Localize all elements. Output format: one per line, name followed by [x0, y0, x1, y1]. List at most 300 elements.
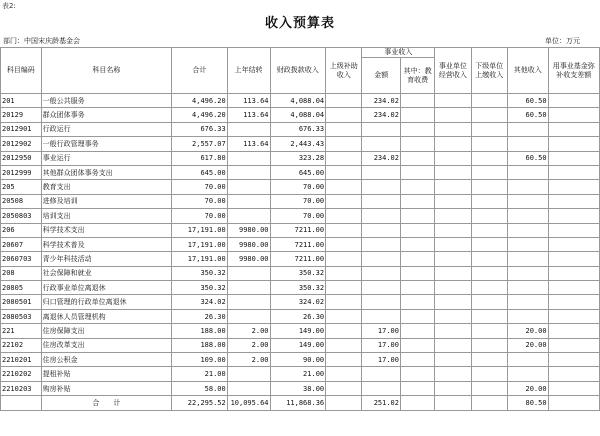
cell-fiscal: 70.00	[270, 209, 326, 223]
cell-fiscal: 350.32	[270, 281, 326, 295]
cell-fiscal: 4,088.04	[270, 94, 326, 108]
cell-business-education	[400, 367, 434, 381]
table-row	[1, 223, 600, 237]
cell-upper-subsidy	[326, 353, 362, 367]
header-name: 科目名称	[41, 48, 171, 94]
cell-reserve-fund	[548, 281, 599, 295]
header-business-amount: 金额	[362, 58, 401, 94]
cell-reserve-fund	[548, 381, 599, 395]
cell-business-education	[400, 266, 434, 280]
cell-total: 188.00	[172, 324, 228, 338]
cell-reserve-fund	[548, 338, 599, 352]
cell-other	[507, 309, 548, 323]
cell-total: 4,496.20	[172, 94, 228, 108]
cell-name: 购房补贴	[41, 381, 171, 395]
header-business-unit-ops: 事业单位经营收入	[435, 48, 471, 94]
cell-name: 教育支出	[41, 180, 171, 194]
table-row	[1, 137, 600, 151]
header-business-education: 其中：教育收费	[400, 58, 434, 94]
cell-business-unit-ops	[435, 295, 471, 309]
cell-business-amount	[362, 209, 401, 223]
header-business-income: 事业收入	[362, 48, 435, 58]
cell-business-unit-ops	[435, 151, 471, 165]
cell-business-amount: 234.02	[362, 108, 401, 122]
cell-fiscal: 38.00	[270, 381, 326, 395]
cell-code: 2012902	[1, 137, 42, 151]
header-code: 科目编码	[1, 48, 42, 94]
cell-lower-unit	[471, 180, 507, 194]
cell-total: 324.02	[172, 295, 228, 309]
cell-upper-subsidy	[326, 137, 362, 151]
cell-name: 住房改革支出	[41, 338, 171, 352]
cell-upper-subsidy	[326, 194, 362, 208]
table-row	[1, 281, 600, 295]
cell-business-education	[400, 122, 434, 136]
cell-business-amount: 234.02	[362, 151, 401, 165]
cell-name: 行政事业单位离退休	[41, 281, 171, 295]
cell-upper-subsidy	[326, 209, 362, 223]
cell-reserve-fund	[548, 194, 599, 208]
cell-business-amount: 17.00	[362, 338, 401, 352]
cell-lower-unit	[471, 295, 507, 309]
table-row	[1, 151, 600, 165]
cell-code: 2080503	[1, 309, 42, 323]
unit-label: 单位：万元	[545, 37, 580, 45]
cell-carryover	[227, 194, 270, 208]
cell-upper-subsidy	[326, 281, 362, 295]
table-row	[1, 94, 600, 108]
cell-business-education	[400, 295, 434, 309]
sheet-label: 表2:	[2, 2, 16, 10]
cell-business-education	[400, 309, 434, 323]
cell-business-education	[400, 209, 434, 223]
cell-other	[507, 209, 548, 223]
cell-business-amount	[362, 165, 401, 179]
cell-total: 17,191.00	[172, 252, 228, 266]
cell-business-unit-ops	[435, 223, 471, 237]
cell-reserve-fund	[548, 324, 599, 338]
cell-code: 2210201	[1, 353, 42, 367]
cell-name: 群众团体事务	[41, 108, 171, 122]
department-label: 部门：中国宋庆龄基金会	[3, 37, 80, 45]
cell-reserve-fund	[548, 122, 599, 136]
cell-fiscal: 323.28	[270, 151, 326, 165]
header-total: 合计	[172, 48, 228, 94]
cell-fiscal: 350.32	[270, 266, 326, 280]
cell-upper-subsidy	[326, 338, 362, 352]
cell-total: 26.30	[172, 309, 228, 323]
cell-fiscal: 21.00	[270, 367, 326, 381]
cell-total: 2,557.07	[172, 137, 228, 151]
table-row	[1, 237, 600, 251]
cell-upper-subsidy	[326, 165, 362, 179]
cell-fiscal: 324.02	[270, 295, 326, 309]
cell-reserve-fund	[548, 137, 599, 151]
table-row	[1, 381, 600, 395]
cell-other	[507, 194, 548, 208]
cell-carryover	[227, 122, 270, 136]
cell-total: 350.32	[172, 281, 228, 295]
total-reserve-fund	[548, 396, 599, 410]
cell-business-unit-ops	[435, 137, 471, 151]
cell-code: 205	[1, 180, 42, 194]
cell-name: 一般行政管理事务	[41, 137, 171, 151]
cell-reserve-fund	[548, 180, 599, 194]
cell-name: 培训支出	[41, 209, 171, 223]
cell-business-unit-ops	[435, 209, 471, 223]
cell-carryover	[227, 266, 270, 280]
cell-other	[507, 353, 548, 367]
cell-code	[1, 396, 42, 410]
cell-fiscal: 4,088.04	[270, 108, 326, 122]
cell-business-unit-ops	[435, 194, 471, 208]
cell-carryover	[227, 165, 270, 179]
cell-business-amount	[362, 137, 401, 151]
total-business-unit-ops	[435, 396, 471, 410]
cell-other	[507, 266, 548, 280]
cell-lower-unit	[471, 266, 507, 280]
cell-business-amount	[362, 252, 401, 266]
cell-fiscal: 70.00	[270, 194, 326, 208]
cell-carryover: 2.00	[227, 338, 270, 352]
cell-fiscal: 7211.00	[270, 223, 326, 237]
cell-business-amount: 17.00	[362, 324, 401, 338]
cell-name: 住房公积金	[41, 353, 171, 367]
cell-lower-unit	[471, 324, 507, 338]
cell-carryover	[227, 367, 270, 381]
cell-fiscal: 7211.00	[270, 252, 326, 266]
cell-business-education	[400, 353, 434, 367]
table-row	[1, 367, 600, 381]
cell-lower-unit	[471, 137, 507, 151]
cell-total: 58.00	[172, 381, 228, 395]
cell-business-amount	[362, 309, 401, 323]
cell-carryover	[227, 309, 270, 323]
cell-code: 2210202	[1, 367, 42, 381]
cell-lower-unit	[471, 252, 507, 266]
cell-code: 2012901	[1, 122, 42, 136]
cell-fiscal: 2,443.43	[270, 137, 326, 151]
cell-lower-unit	[471, 353, 507, 367]
cell-total: 70.00	[172, 209, 228, 223]
cell-business-education	[400, 180, 434, 194]
cell-carryover	[227, 295, 270, 309]
cell-carryover: 9980.00	[227, 252, 270, 266]
cell-name: 行政运行	[41, 122, 171, 136]
cell-other	[507, 237, 548, 251]
table-row	[1, 309, 600, 323]
cell-fiscal: 7211.00	[270, 237, 326, 251]
cell-lower-unit	[471, 309, 507, 323]
cell-business-education	[400, 137, 434, 151]
cell-other	[507, 180, 548, 194]
total-other: 80.50	[507, 396, 548, 410]
cell-business-amount: 17.00	[362, 353, 401, 367]
cell-reserve-fund	[548, 209, 599, 223]
cell-upper-subsidy	[326, 309, 362, 323]
cell-name: 进修及培训	[41, 194, 171, 208]
cell-business-education	[400, 194, 434, 208]
cell-business-education	[400, 381, 434, 395]
cell-fiscal: 90.00	[270, 353, 326, 367]
cell-reserve-fund	[548, 367, 599, 381]
cell-fiscal: 26.30	[270, 309, 326, 323]
cell-fiscal: 70.00	[270, 180, 326, 194]
header-upper-subsidy: 上级补助收入	[326, 48, 362, 94]
table-row	[1, 165, 600, 179]
table-row	[1, 353, 600, 367]
cell-business-unit-ops	[435, 338, 471, 352]
cell-reserve-fund	[548, 295, 599, 309]
cell-fiscal: 676.33	[270, 122, 326, 136]
header-fiscal: 财政拨款收入	[270, 48, 326, 94]
cell-carryover: 2.00	[227, 324, 270, 338]
cell-business-amount	[362, 295, 401, 309]
cell-business-education	[400, 252, 434, 266]
cell-carryover: 9980.00	[227, 223, 270, 237]
cell-business-unit-ops	[435, 180, 471, 194]
cell-fiscal: 645.00	[270, 165, 326, 179]
cell-other	[507, 165, 548, 179]
cell-business-unit-ops	[435, 266, 471, 280]
cell-carryover: 9980.00	[227, 237, 270, 251]
cell-other: 20.00	[507, 381, 548, 395]
cell-total: 17,191.00	[172, 223, 228, 237]
cell-business-amount	[362, 281, 401, 295]
cell-business-amount	[362, 381, 401, 395]
total-business-education	[400, 396, 434, 410]
header-lower-unit: 下级单位上缴收入	[471, 48, 507, 94]
cell-business-unit-ops	[435, 309, 471, 323]
cell-code: 2060703	[1, 252, 42, 266]
cell-reserve-fund	[548, 94, 599, 108]
cell-total: 645.00	[172, 165, 228, 179]
cell-upper-subsidy	[326, 252, 362, 266]
cell-total: 21.00	[172, 367, 228, 381]
cell-lower-unit	[471, 209, 507, 223]
cell-other: 20.00	[507, 338, 548, 352]
cell-lower-unit	[471, 223, 507, 237]
cell-name: 离退休人员管理机构	[41, 309, 171, 323]
cell-total: 70.00	[172, 180, 228, 194]
header-other: 其他收入	[507, 48, 548, 94]
cell-reserve-fund	[548, 353, 599, 367]
cell-lower-unit	[471, 367, 507, 381]
cell-code: 20607	[1, 237, 42, 251]
cell-business-amount	[362, 367, 401, 381]
cell-business-education	[400, 338, 434, 352]
cell-business-education	[400, 324, 434, 338]
cell-lower-unit	[471, 122, 507, 136]
cell-reserve-fund	[548, 309, 599, 323]
income-budget-table	[0, 47, 600, 411]
cell-business-unit-ops	[435, 381, 471, 395]
total-label: 合 计	[41, 396, 171, 410]
total-row	[1, 396, 600, 410]
cell-total: 109.00	[172, 353, 228, 367]
cell-business-education	[400, 223, 434, 237]
cell-other: 20.00	[507, 324, 548, 338]
cell-business-education	[400, 165, 434, 179]
cell-business-unit-ops	[435, 281, 471, 295]
cell-business-education	[400, 151, 434, 165]
cell-business-education	[400, 281, 434, 295]
cell-business-amount	[362, 266, 401, 280]
cell-other	[507, 223, 548, 237]
cell-lower-unit	[471, 151, 507, 165]
cell-business-unit-ops	[435, 252, 471, 266]
cell-code: 206	[1, 223, 42, 237]
cell-other	[507, 295, 548, 309]
cell-carryover: 113.64	[227, 108, 270, 122]
cell-business-amount	[362, 237, 401, 251]
cell-upper-subsidy	[326, 237, 362, 251]
cell-name: 事业运行	[41, 151, 171, 165]
page-title: 收入预算表	[264, 16, 335, 31]
cell-business-education	[400, 94, 434, 108]
cell-lower-unit	[471, 381, 507, 395]
cell-code: 2012950	[1, 151, 42, 165]
cell-reserve-fund	[548, 223, 599, 237]
cell-total: 350.32	[172, 266, 228, 280]
cell-carryover: 113.64	[227, 94, 270, 108]
cell-business-amount	[362, 194, 401, 208]
cell-reserve-fund	[548, 165, 599, 179]
cell-name: 青少年科技活动	[41, 252, 171, 266]
cell-reserve-fund	[548, 108, 599, 122]
cell-upper-subsidy	[326, 180, 362, 194]
cell-business-amount	[362, 180, 401, 194]
cell-business-amount: 234.02	[362, 94, 401, 108]
cell-other: 60.50	[507, 108, 548, 122]
cell-reserve-fund	[548, 237, 599, 251]
cell-carryover	[227, 381, 270, 395]
cell-lower-unit	[471, 108, 507, 122]
cell-business-unit-ops	[435, 108, 471, 122]
cell-name: 提租补贴	[41, 367, 171, 381]
cell-business-unit-ops	[435, 324, 471, 338]
cell-other	[507, 252, 548, 266]
cell-code: 2080501	[1, 295, 42, 309]
cell-upper-subsidy	[326, 94, 362, 108]
cell-name: 其他群众团体事务支出	[41, 165, 171, 179]
cell-upper-subsidy	[326, 122, 362, 136]
table-row	[1, 338, 600, 352]
cell-lower-unit	[471, 338, 507, 352]
cell-upper-subsidy	[326, 266, 362, 280]
cell-code: 221	[1, 324, 42, 338]
table-row	[1, 108, 600, 122]
cell-code: 2210203	[1, 381, 42, 395]
header-reserve-fund: 用事业基金弥补收支差额	[548, 48, 599, 94]
cell-fiscal: 149.00	[270, 324, 326, 338]
cell-name: 社会保障和就业	[41, 266, 171, 280]
cell-total: 4,496.20	[172, 108, 228, 122]
cell-code: 20508	[1, 194, 42, 208]
cell-reserve-fund	[548, 252, 599, 266]
total-fiscal: 11,868.36	[270, 396, 326, 410]
cell-code: 201	[1, 94, 42, 108]
cell-total: 676.33	[172, 122, 228, 136]
cell-lower-unit	[471, 94, 507, 108]
cell-code: 22102	[1, 338, 42, 352]
cell-other	[507, 367, 548, 381]
cell-name: 一般公共服务	[41, 94, 171, 108]
cell-code: 2012999	[1, 165, 42, 179]
cell-business-unit-ops	[435, 367, 471, 381]
table-row	[1, 194, 600, 208]
table-body	[1, 94, 600, 411]
cell-business-unit-ops	[435, 122, 471, 136]
header-carryover: 上年结转	[227, 48, 270, 94]
cell-other	[507, 122, 548, 136]
table-row	[1, 209, 600, 223]
cell-total: 70.00	[172, 194, 228, 208]
cell-upper-subsidy	[326, 367, 362, 381]
cell-total: 617.80	[172, 151, 228, 165]
total-upper-subsidy	[326, 396, 362, 410]
cell-business-unit-ops	[435, 353, 471, 367]
cell-other: 60.50	[507, 94, 548, 108]
cell-name: 归口管理的行政单位离退休	[41, 295, 171, 309]
cell-code: 2050803	[1, 209, 42, 223]
cell-business-education	[400, 108, 434, 122]
cell-business-education	[400, 237, 434, 251]
cell-business-unit-ops	[435, 165, 471, 179]
cell-name: 住房保障支出	[41, 324, 171, 338]
cell-fiscal: 149.00	[270, 338, 326, 352]
cell-carryover	[227, 209, 270, 223]
total-carryover: 10,095.64	[227, 396, 270, 410]
cell-lower-unit	[471, 194, 507, 208]
cell-code: 208	[1, 266, 42, 280]
table-row	[1, 180, 600, 194]
cell-carryover: 113.64	[227, 137, 270, 151]
cell-carryover	[227, 281, 270, 295]
cell-lower-unit	[471, 281, 507, 295]
cell-carryover: 2.00	[227, 353, 270, 367]
cell-reserve-fund	[548, 151, 599, 165]
cell-lower-unit	[471, 165, 507, 179]
total-business-amount: 251.02	[362, 396, 401, 410]
cell-other	[507, 281, 548, 295]
cell-lower-unit	[471, 237, 507, 251]
cell-upper-subsidy	[326, 324, 362, 338]
cell-upper-subsidy	[326, 223, 362, 237]
table-row	[1, 252, 600, 266]
cell-upper-subsidy	[326, 381, 362, 395]
cell-upper-subsidy	[326, 151, 362, 165]
cell-name: 科学技术普及	[41, 237, 171, 251]
table-row	[1, 324, 600, 338]
cell-business-amount	[362, 122, 401, 136]
cell-other: 60.50	[507, 151, 548, 165]
cell-total: 188.00	[172, 338, 228, 352]
cell-other	[507, 137, 548, 151]
cell-upper-subsidy	[326, 108, 362, 122]
cell-code: 20129	[1, 108, 42, 122]
total-lower-unit	[471, 396, 507, 410]
cell-total: 17,191.00	[172, 237, 228, 251]
cell-carryover	[227, 151, 270, 165]
cell-carryover	[227, 180, 270, 194]
cell-business-unit-ops	[435, 94, 471, 108]
total-total: 22,295.52	[172, 396, 228, 410]
cell-reserve-fund	[548, 266, 599, 280]
table-row	[1, 266, 600, 280]
cell-upper-subsidy	[326, 295, 362, 309]
cell-name: 科学技术支出	[41, 223, 171, 237]
